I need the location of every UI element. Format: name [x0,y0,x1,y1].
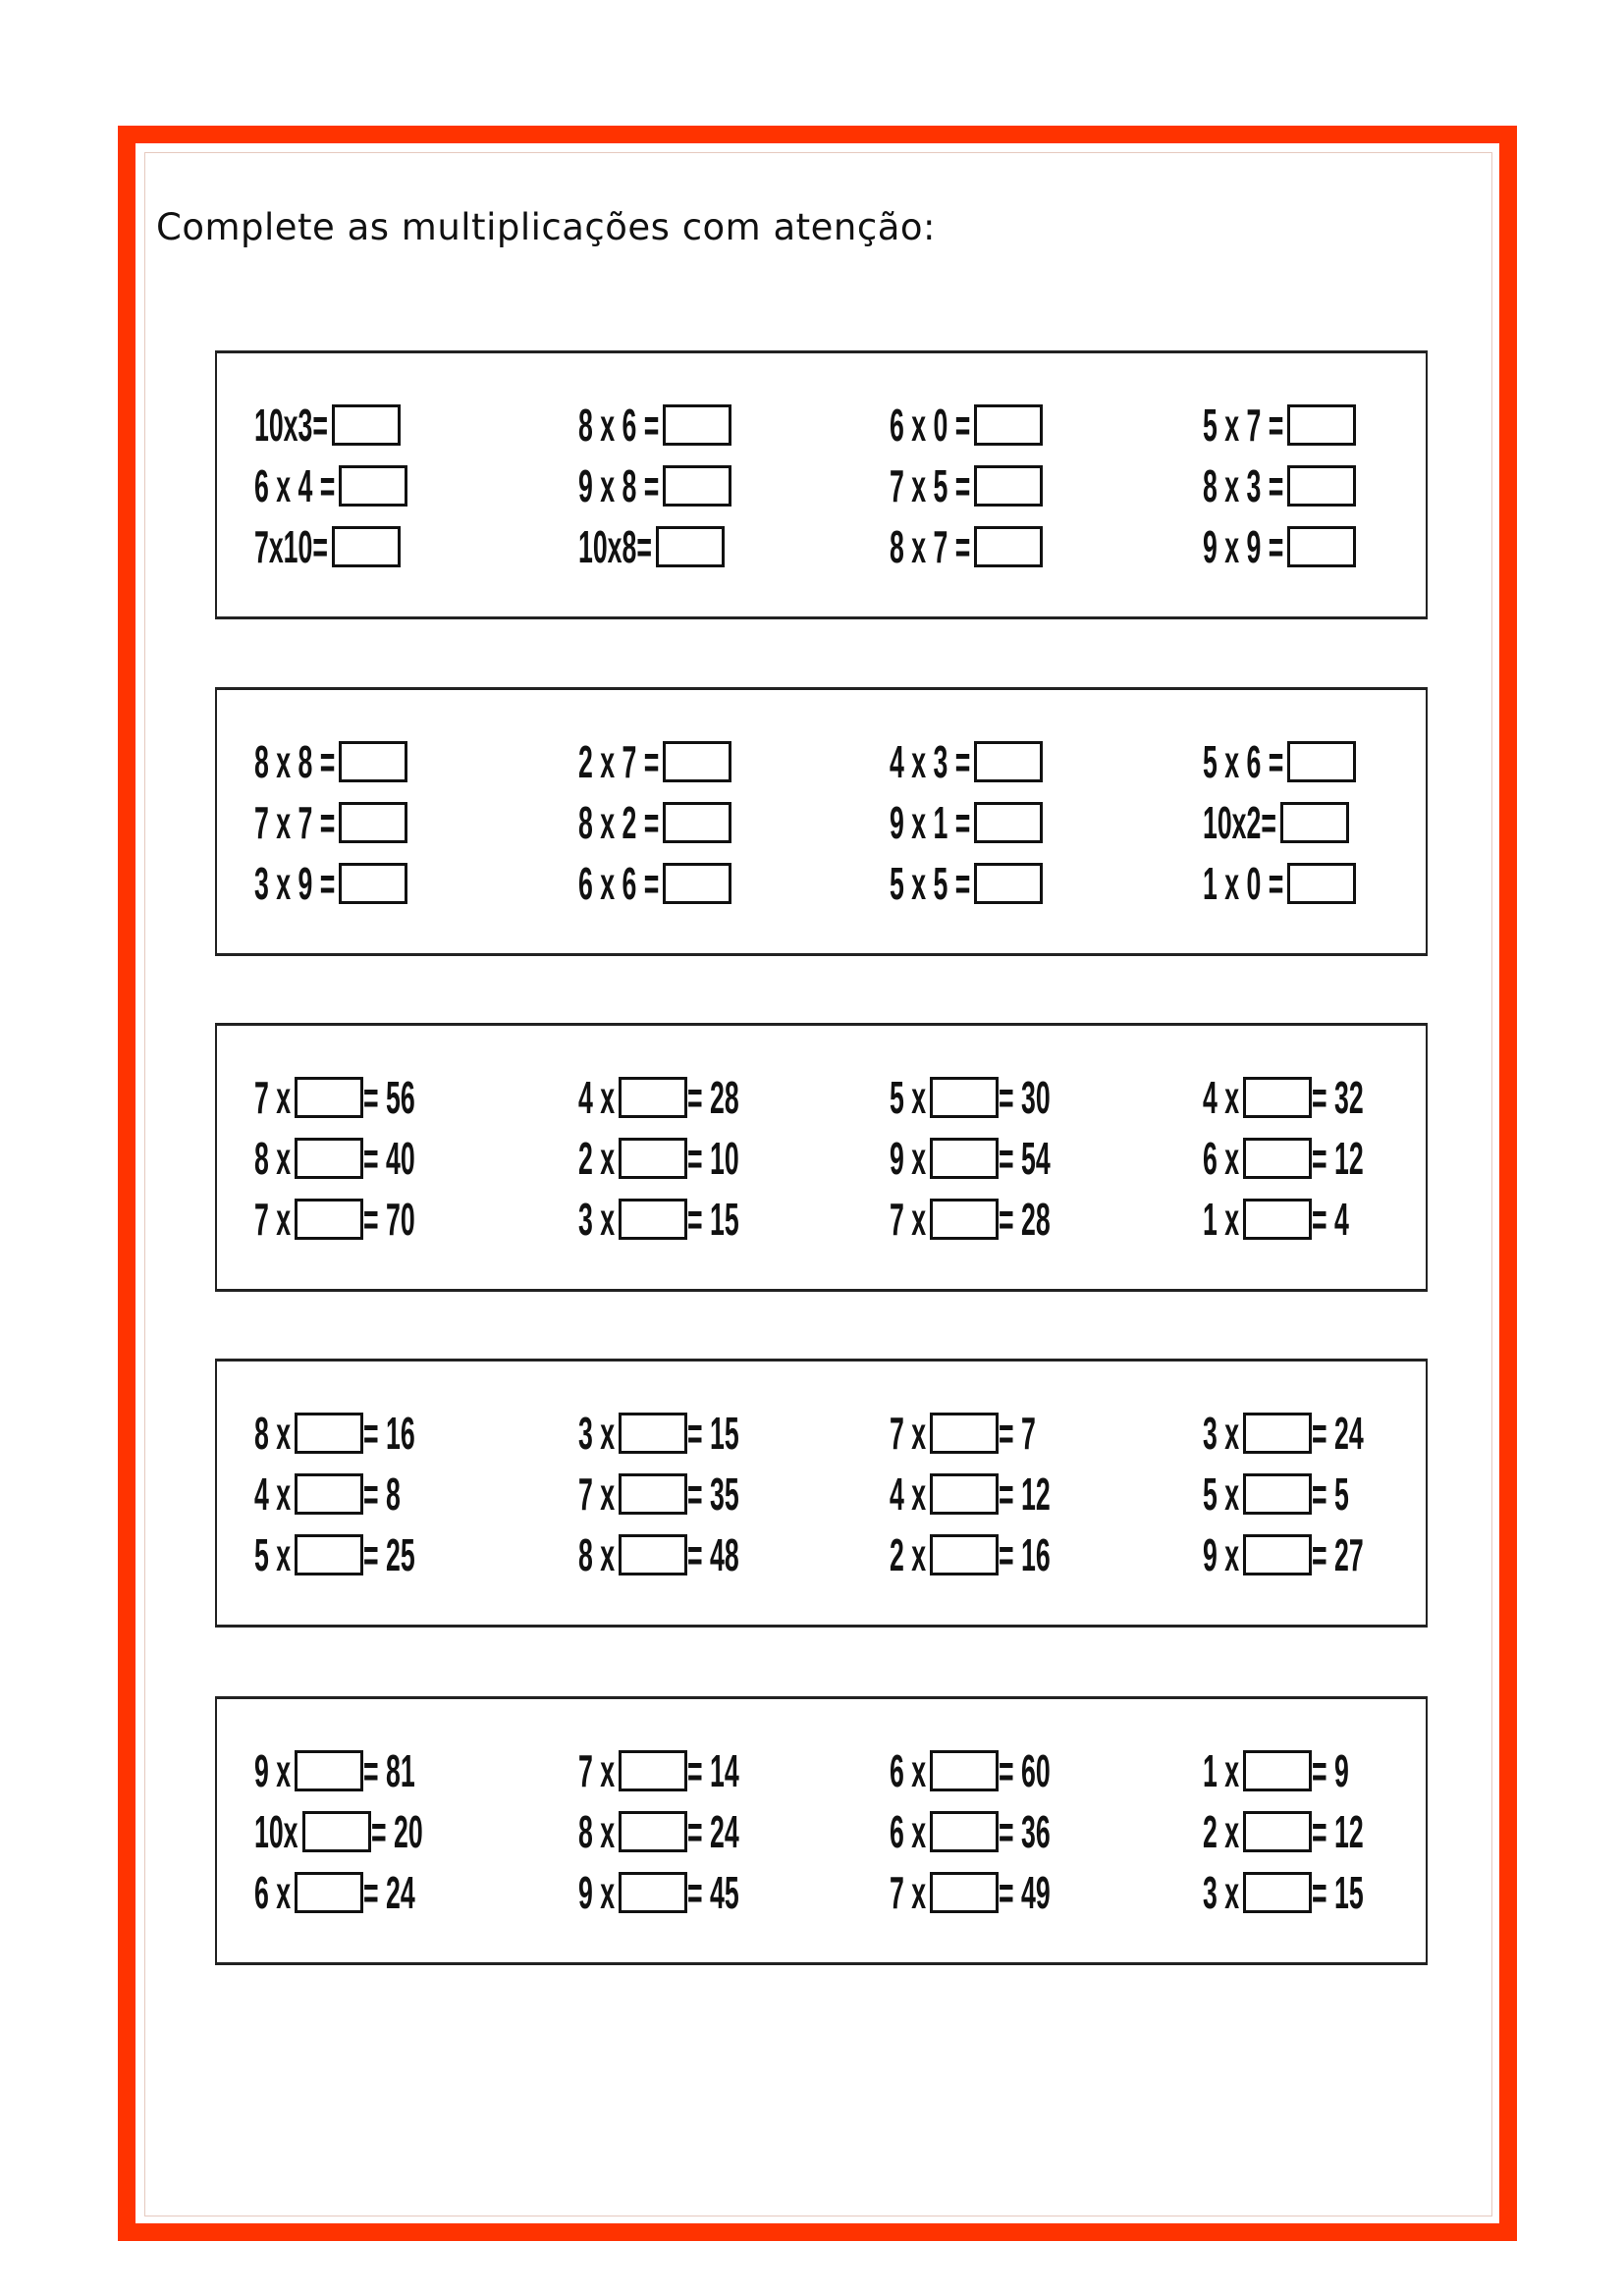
multiplication-problem [578,521,725,572]
answer-box[interactable] [619,1473,687,1515]
answer-box[interactable] [1243,1534,1312,1575]
problem-right-text: = 16 [363,1408,415,1459]
answer-box[interactable] [1243,1473,1312,1515]
problem-right-text: = 28 [687,1072,739,1123]
answer-box[interactable] [974,741,1043,782]
answer-box[interactable] [663,802,731,843]
answer-box[interactable] [1287,863,1356,904]
problem-right-text: = 5 [1312,1468,1349,1520]
multiplication-problem [254,400,401,451]
problem-left-text: 7 x [890,1867,927,1918]
answer-box[interactable] [619,1413,687,1454]
problem-left-text: 10x8= [578,521,652,572]
answer-box[interactable] [974,465,1043,507]
multiplication-problem [578,1133,743,1184]
problem-left-text: 7 x [578,1468,616,1520]
problem-right-text: = 15 [687,1408,739,1459]
answer-box[interactable] [1243,1872,1312,1913]
multiplication-problem [254,1072,419,1123]
problem-right-text: = 30 [999,1072,1051,1123]
answer-box[interactable] [930,1534,999,1575]
problem-right-text: = 24 [1312,1408,1364,1459]
multiplication-problem [1203,858,1356,909]
answer-box[interactable] [1287,465,1356,507]
multiplication-problem [890,1745,1055,1796]
problem-left-text: 6 x [254,1867,292,1918]
problem-left-text: 9 x [890,1133,927,1184]
problem-right-text: = 45 [687,1867,739,1918]
answer-box[interactable] [619,1872,687,1913]
problem-right-text: = 48 [687,1529,739,1580]
problem-left-text: 9 x 8 = [578,460,660,511]
problem-right-text: = 12 [1312,1806,1364,1857]
exercise-section-5 [215,1696,1428,1965]
answer-box[interactable] [1243,1199,1312,1240]
problem-right-text: = 49 [999,1867,1051,1918]
problem-left-text: 8 x [254,1408,292,1459]
multiplication-problem [254,521,401,572]
exercise-section-4 [215,1359,1428,1628]
multiplication-problem [1203,1194,1353,1245]
problem-left-text: 7 x [890,1194,927,1245]
problem-right-text: = 28 [999,1194,1051,1245]
answer-box[interactable] [663,404,731,446]
problem-left-text: 7 x 5 = [890,460,971,511]
multiplication-problem [1203,1408,1368,1459]
answer-box[interactable] [974,802,1043,843]
answer-box[interactable] [339,802,407,843]
multiplication-problem [890,460,1043,511]
problem-right-text: = 12 [1312,1133,1364,1184]
problem-left-text: 8 x 7 = [890,521,971,572]
problem-left-text: 4 x 3 = [890,736,971,787]
problem-left-text: 10x [254,1806,298,1857]
problem-right-text: = 40 [363,1133,415,1184]
answer-box[interactable] [1287,741,1356,782]
multiplication-problem [1203,1529,1368,1580]
multiplication-problem [578,797,731,848]
multiplication-problem [890,1529,1055,1580]
problem-left-text: 1 x [1203,1745,1240,1796]
multiplication-problem [1203,1745,1353,1796]
answer-box[interactable] [332,404,401,446]
multiplication-problem [890,858,1043,909]
instructions-title: Complete as multiplicações com atenção: [156,206,936,248]
problem-right-text: = 20 [370,1806,423,1857]
answer-box[interactable] [1287,404,1356,446]
answer-box[interactable] [295,1534,363,1575]
answer-box[interactable] [663,741,731,782]
multiplication-problem [1203,1072,1368,1123]
problem-left-text: 7 x [890,1408,927,1459]
problem-right-text: = 9 [1312,1745,1349,1796]
problem-left-text: 4 x [254,1468,292,1520]
problem-left-text: 8 x 3 = [1203,460,1284,511]
multiplication-problem [578,1806,743,1857]
problem-left-text: 5 x [890,1072,927,1123]
multiplication-problem [890,1867,1055,1918]
multiplication-problem [578,1745,743,1796]
answer-box[interactable] [339,863,407,904]
problem-left-text: 5 x [1203,1468,1240,1520]
problem-left-text: 9 x 1 = [890,797,971,848]
answer-box[interactable] [930,1872,999,1913]
answer-box[interactable] [295,1750,363,1791]
problem-left-text: 3 x [1203,1408,1240,1459]
answer-box[interactable] [619,1811,687,1852]
problem-left-text: 10x2= [1203,797,1276,848]
problem-left-text: 6 x 6 = [578,858,660,909]
answer-box[interactable] [930,1199,999,1240]
multiplication-problem [578,1529,743,1580]
problem-left-text: 3 x [1203,1867,1240,1918]
problem-left-text: 3 x 9 = [254,858,336,909]
problem-left-text: 9 x [254,1745,292,1796]
answer-box[interactable] [930,1138,999,1179]
answer-box[interactable] [295,1199,363,1240]
problem-right-text: = 35 [687,1468,739,1520]
problem-left-text: 1 x [1203,1194,1240,1245]
problem-left-text: 6 x [890,1745,927,1796]
multiplication-problem [578,1867,743,1918]
multiplication-problem [578,1194,743,1245]
answer-box[interactable] [302,1811,371,1852]
problem-left-text: 7 x [578,1745,616,1796]
multiplication-problem [1203,400,1356,451]
answer-box[interactable] [339,465,407,507]
problem-right-text: = 12 [999,1468,1051,1520]
problem-right-text: = 54 [999,1133,1051,1184]
problem-right-text: = 4 [1312,1194,1349,1245]
multiplication-problem [1203,1806,1368,1857]
multiplication-problem [890,400,1043,451]
problem-left-text: 8 x 6 = [578,400,660,451]
problem-right-text: = 70 [363,1194,415,1245]
multiplication-problem [254,1745,419,1796]
problem-left-text: 6 x 0 = [890,400,971,451]
problem-right-text: = 81 [363,1745,415,1796]
answer-box[interactable] [1243,1750,1312,1791]
multiplication-problem [254,1133,419,1184]
answer-box[interactable] [663,465,731,507]
problem-left-text: 7 x [254,1072,292,1123]
problem-left-text: 5 x 6 = [1203,736,1284,787]
problem-right-text: = 16 [999,1529,1051,1580]
answer-box[interactable] [295,1077,363,1118]
problem-left-text: 5 x 5 = [890,858,971,909]
answer-box[interactable] [619,1750,687,1791]
answer-box[interactable] [974,404,1043,446]
multiplication-problem [254,736,407,787]
multiplication-problem [1203,797,1349,848]
multiplication-problem [578,858,731,909]
problem-left-text: 9 x [1203,1529,1240,1580]
problem-left-text: 8 x 8 = [254,736,336,787]
problem-left-text: 3 x [578,1408,616,1459]
multiplication-problem [890,1408,1040,1459]
problem-right-text: = 7 [999,1408,1036,1459]
problem-right-text: = 56 [363,1072,415,1123]
problem-left-text: 1 x 0 = [1203,858,1284,909]
multiplication-problem [578,1072,743,1123]
answer-box[interactable] [619,1077,687,1118]
problem-right-text: = 60 [999,1745,1051,1796]
multiplication-problem [254,1806,426,1857]
problem-left-text: 2 x [578,1133,616,1184]
multiplication-problem [1203,736,1356,787]
answer-box[interactable] [656,526,725,567]
answer-box[interactable] [974,526,1043,567]
answer-box[interactable] [1287,526,1356,567]
multiplication-problem [254,1408,419,1459]
answer-box[interactable] [619,1199,687,1240]
answer-box[interactable] [1243,1413,1312,1454]
problem-left-text: 8 x [578,1529,616,1580]
multiplication-problem [1203,1133,1368,1184]
multiplication-problem [890,1194,1055,1245]
answer-box[interactable] [295,1473,363,1515]
multiplication-problem [890,1806,1055,1857]
multiplication-problem [578,460,731,511]
multiplication-problem [1203,1867,1368,1918]
multiplication-problem [890,1468,1055,1520]
problem-left-text: 2 x 7 = [578,736,660,787]
problem-right-text: = 10 [687,1133,739,1184]
exercise-section-3 [215,1023,1428,1292]
answer-box[interactable] [1243,1138,1312,1179]
multiplication-problem [578,1468,743,1520]
multiplication-problem [1203,460,1356,511]
problem-left-text: 3 x [578,1194,616,1245]
problem-left-text: 5 x 7 = [1203,400,1284,451]
exercise-section-2 [215,687,1428,956]
multiplication-problem [254,460,407,511]
answer-box[interactable] [930,1750,999,1791]
multiplication-problem [254,1867,419,1918]
answer-box[interactable] [974,863,1043,904]
answer-box[interactable] [332,526,401,567]
problem-left-text: 6 x [890,1806,927,1857]
answer-box[interactable] [930,1473,999,1515]
answer-box[interactable] [663,863,731,904]
answer-box[interactable] [295,1872,363,1913]
answer-box[interactable] [1243,1077,1312,1118]
multiplication-problem [254,797,407,848]
answer-box[interactable] [930,1077,999,1118]
problem-right-text: = 24 [363,1867,415,1918]
problem-right-text: = 25 [363,1529,415,1580]
problem-left-text: 6 x [1203,1133,1240,1184]
problem-left-text: 7 x [254,1194,292,1245]
problem-left-text: 5 x [254,1529,292,1580]
problem-right-text: = 32 [1312,1072,1364,1123]
multiplication-problem [890,797,1043,848]
exercise-section-1 [215,350,1428,619]
problem-left-text: 8 x [254,1133,292,1184]
multiplication-problem [1203,1468,1353,1520]
answer-box[interactable] [295,1138,363,1179]
problem-right-text: = 24 [687,1806,739,1857]
multiplication-problem [578,736,731,787]
problem-left-text: 4 x [890,1468,927,1520]
problem-right-text: = 36 [999,1806,1051,1857]
problem-left-text: 7 x 7 = [254,797,336,848]
answer-box[interactable] [1280,802,1349,843]
multiplication-problem [254,1529,419,1580]
answer-box[interactable] [339,741,407,782]
multiplication-problem [578,400,731,451]
problem-left-text: 2 x [890,1529,927,1580]
multiplication-problem [890,736,1043,787]
problem-left-text: 6 x 4 = [254,460,336,511]
problem-left-text: 2 x [1203,1806,1240,1857]
multiplication-problem [1203,521,1356,572]
multiplication-problem [578,1408,743,1459]
problem-right-text: = 8 [363,1468,401,1520]
multiplication-problem [254,858,407,909]
answer-box[interactable] [930,1413,999,1454]
multiplication-problem [254,1468,405,1520]
problem-left-text: 7x10= [254,521,328,572]
answer-box[interactable] [619,1534,687,1575]
multiplication-problem [890,521,1043,572]
problem-left-text: 8 x 2 = [578,797,660,848]
problem-right-text: = 15 [687,1194,739,1245]
multiplication-problem [890,1072,1055,1123]
answer-box[interactable] [930,1811,999,1852]
problem-right-text: = 27 [1312,1529,1364,1580]
multiplication-problem [254,1194,419,1245]
problem-left-text: 10x3= [254,400,328,451]
problem-left-text: 4 x [1203,1072,1240,1123]
answer-box[interactable] [295,1413,363,1454]
problem-left-text: 4 x [578,1072,616,1123]
multiplication-problem [890,1133,1055,1184]
problem-left-text: 8 x [578,1806,616,1857]
problem-right-text: = 14 [687,1745,739,1796]
problem-left-text: 9 x 9 = [1203,521,1284,572]
problem-left-text: 9 x [578,1867,616,1918]
answer-box[interactable] [619,1138,687,1179]
problem-right-text: = 15 [1312,1867,1364,1918]
answer-box[interactable] [1243,1811,1312,1852]
